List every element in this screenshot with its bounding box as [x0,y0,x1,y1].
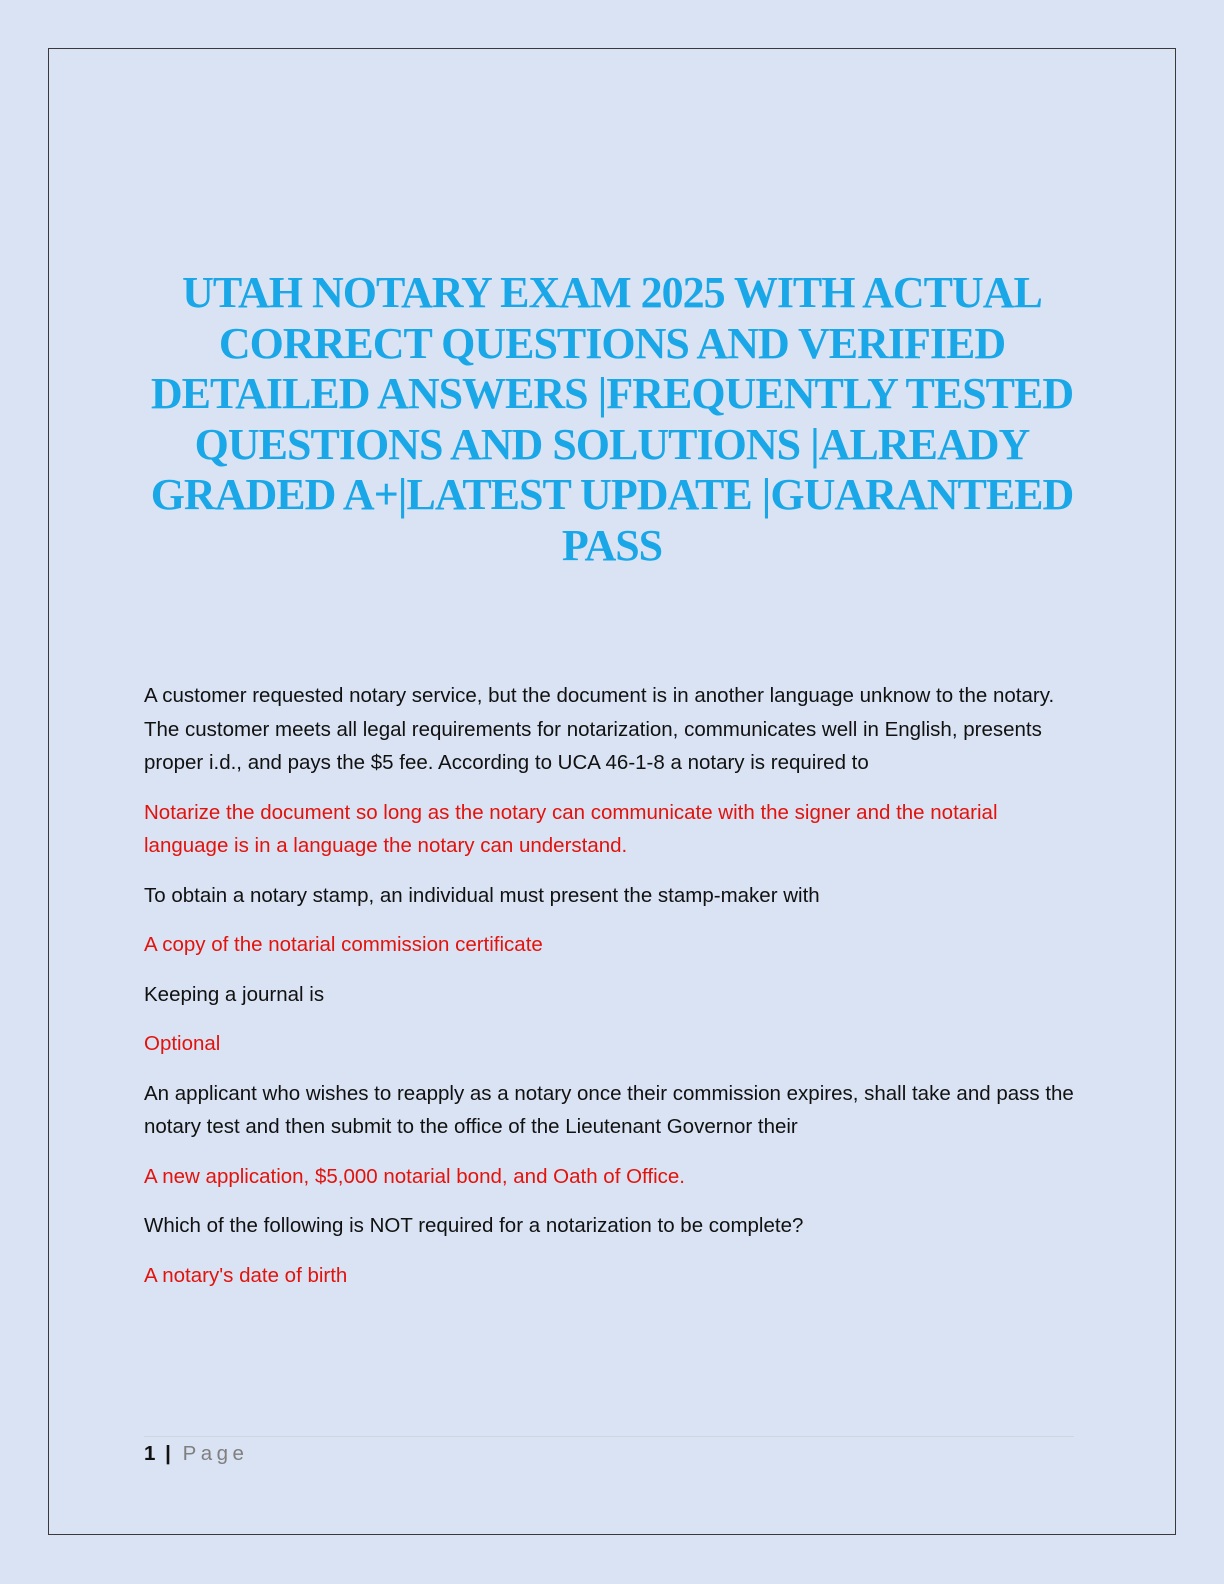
answer-5: A notary's date of birth [144,1263,348,1287]
question-4: An applicant who wishes to reapply as a notary once their commission expires, shall take and pass the notary test and then submit to the office of the Lieutenant Governor their [144,1081,1074,1138]
page-number: 1 [144,1442,156,1465]
footer-separator: | [165,1442,171,1465]
question-2: To obtain a notary stamp, an individual must present the stamp-maker with [144,883,820,907]
footer-divider [144,1436,1074,1437]
page-label: Page [182,1442,249,1465]
qa-list [144,679,1074,1308]
question-1: A customer requested notary service, but the document is in another language unknow to the notary. The customer meets all legal requirements for notarization, communicates well in English, presents proper i.d., and pays the $5 fee. According to UCA 46-1-8 a notary is required to [144,684,1055,774]
page-footer [144,1440,248,1468]
document-title: UTAH NOTARY EXAM 2025 WITH ACTUAL CORRECT QUESTIONS AND VERIFIED DETAILED ANSWERS |FREQUENTLY TESTED QUESTIONS AND SOLUTIONS |ALREADY GRADED A+|LATEST UPDATE |GUARANTEED PASS [150,268,1074,570]
answer-2: A copy of the notarial commission certificate [144,933,543,956]
answer-4: A new application, $5,000 notarial bond, and Oath of Office. [144,1164,685,1188]
answer-1: Notarize the document so long as the notary can communicate with the signer and the notarial language is in a language the notary can understand. [144,800,998,857]
question-5: Which of the following is NOT required for a notarization to be complete? [144,1214,804,1237]
answer-3: Optional [144,1032,221,1055]
question-3: Keeping a journal is [144,982,325,1006]
